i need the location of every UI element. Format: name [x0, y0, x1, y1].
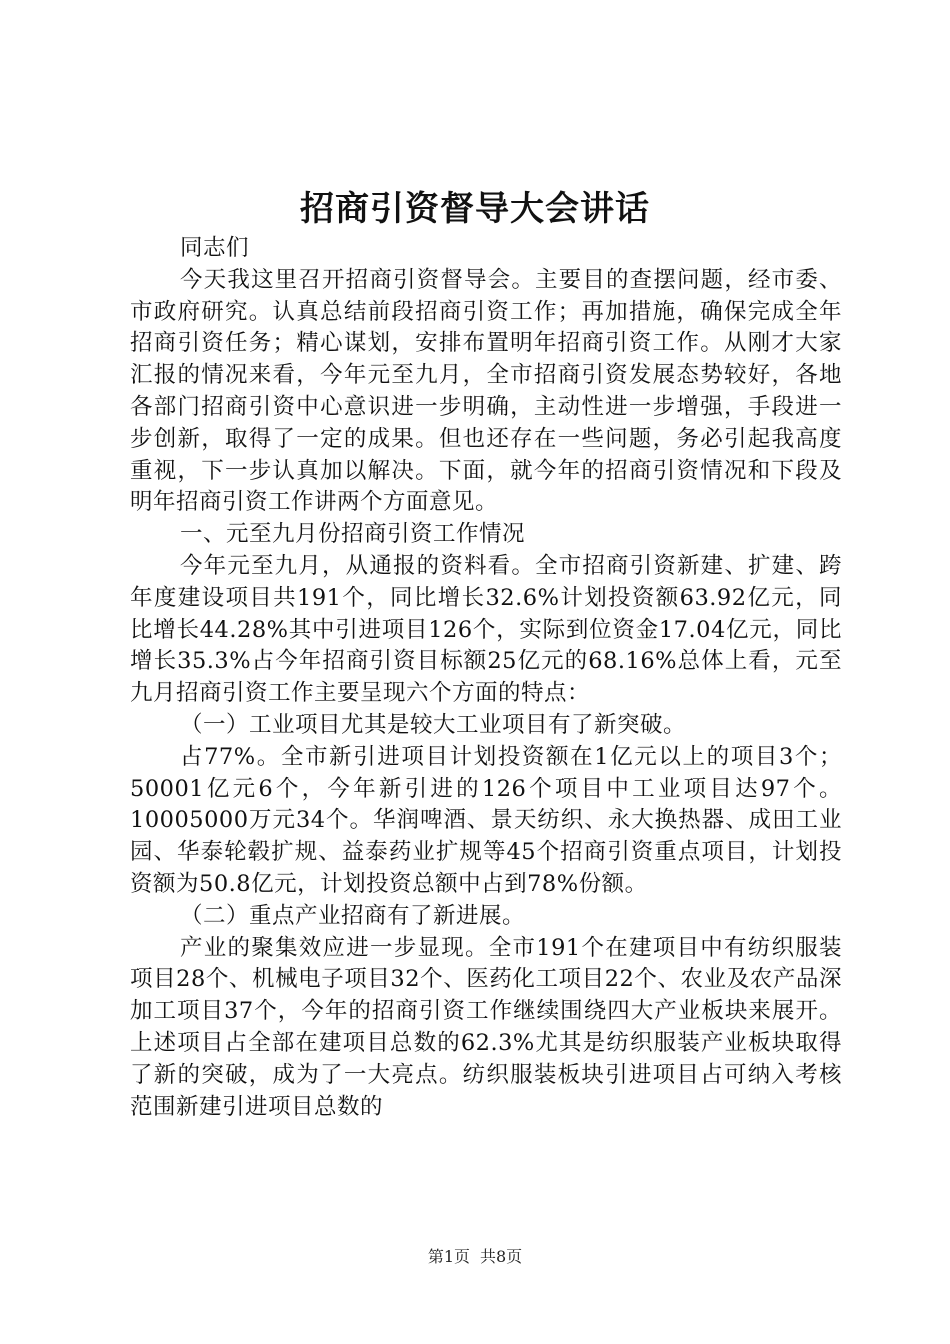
subsection-heading: （一）工业项目尤其是较大工业项目有了新突破。	[180, 711, 687, 738]
subsection-heading: （二）重点产业招商有了新进展。	[180, 902, 526, 929]
salutation: 同志们	[180, 235, 250, 261]
body-paragraph: 占77%。全市新引进项目计划投资额在1亿元以上的项目3个；50001亿元6个，今年新引进的126个项目中工业项目达97个。10005000万元34个。华润啤酒、景天纺织、永大换热器、成田工业园、华泰轮毂扩规、益泰药业扩规等45个招商引资重点项目，计划投资额为50.8亿元，计划投资总额中占到78%份额。	[130, 743, 842, 897]
document-title: 招商引资督导大会讲话	[300, 189, 650, 229]
body-paragraph: 产业的聚集效应进一步显现。全市191个在建项目中有纺织服装项目28个、机械电子项目32个、医药化工项目22个、农业及农产品深加工项目37个，今年的招商引资工作继续围绕四大产业板块来展开。上述项目占全部在建项目总数的62.3%尤其是纺织服装产业板块取得了新的突破，成为了一大亮点。纺织服装板块引进项目占可纳入考核范围新建引进项目总数的	[130, 934, 842, 1120]
body-paragraph: 今天我这里召开招商引资督导会。主要目的查摆问题，经市委、市政府研究。认真总结前段招商引资工作；再加措施，确保完成全年招商引资任务；精心谋划，安排布置明年招商引资工作。从刚才大家汇报的情况来看，今年元至九月，全市招商引资发展态势较好，各地各部门招商引资中心意识进一步明确，主动性进一步增强，手段进一步创新，取得了一定的成果。但也还存在一些问题，务必引起我高度重视，下一步认真加以解决。下面，就今年的招商引资情况和下段及明年招商引资工作讲两个方面意见。	[130, 266, 842, 516]
section-heading: 一、元至九月份招商引资工作情况	[180, 521, 526, 548]
body-paragraph: 今年元至九月，从通报的资料看。全市招商引资新建、扩建、跨年度建设项目共191个，同比增长32.6%计划投资额63.92亿元，同比增长44.28%其中引进项目126个，实际到位资金17.04亿元，同比增长35.3%占今年招商引资目标额25亿元的68.16%总体上看，元至九月招商引资工作主要呈现六个方面的特点：	[130, 552, 842, 707]
page-number: 第1页	[427, 1247, 470, 1266]
page-footer	[0, 1246, 950, 1268]
page-total: 共8页	[480, 1247, 523, 1266]
document-body	[130, 233, 842, 1123]
